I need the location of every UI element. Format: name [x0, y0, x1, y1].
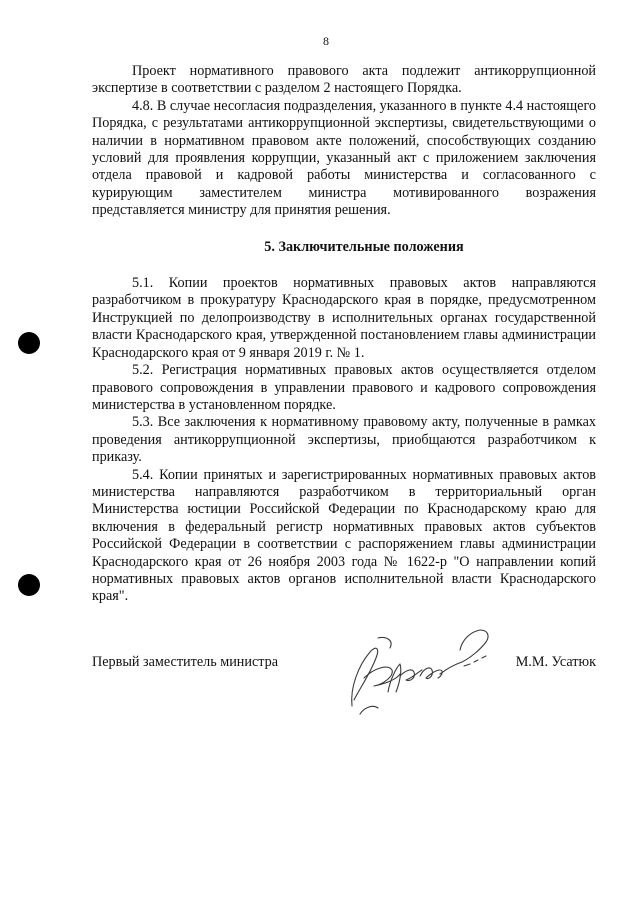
signer-name: М.М. Усатюк	[515, 654, 596, 670]
paragraph-5-1: 5.1. Копии проектов нормативных правовых актов направляются разработчиком в прокуратуру Краснодарского края в порядке, предусмотренном Инструкцией по делопроизводству в исполнительных органах государственной власти Краснодарского края, утвержденной постановлением главы администрации Краснодарского края от 9 января 2019 г. № 1.	[92, 275, 596, 361]
paragraph-5-3: 5.3. Все заключения к нормативному правовому акту, полученные в рамках проведения антикоррупционной экспертизы, приобщаются разработчиком к приказу.	[92, 414, 596, 466]
section-heading: 5. Заключительные положения	[264, 238, 464, 255]
paragraph-5-4: 5.4. Копии принятых и зарегистрированных нормативных правовых актов министерства направляются разработчиком в территориальный орган Министерства юстиции Российской Федерации по Краснодарскому краю для включения в федеральный регистр нормативных правовых актов субъектов Российской Федерации в соответствии с распоряжением главы администрации Краснодарского края от 26 ноября 2003 года № 1622-р "О направлении копий нормативных правовых актов органов исполнительной власти Краснодарского края".	[92, 466, 596, 605]
document-body	[92, 63, 596, 606]
page-number: 8	[323, 34, 329, 48]
punch-hole-icon	[18, 332, 40, 354]
paragraph-expertise-note: Проект нормативного правового акта подлежит антикоррупционной экспертизе в соответствии с разделом 2 настоящего Порядка.	[92, 63, 596, 97]
signer-title: Первый заместитель министра	[92, 654, 279, 670]
punch-hole-icon	[18, 574, 40, 596]
paragraph-5-2: 5.2. Регистрация нормативных правовых актов осуществляется отделом правового сопровождения в управлении правового и кадрового сопровождения министерства в установленном порядке.	[92, 362, 596, 413]
handwritten-signature-icon	[330, 618, 510, 718]
paragraph-4-8: 4.8. В случае несогласия подразделения, указанного в пункте 4.4 настоящего Порядка, с результатами антикоррупционной экспертизы, свидетельствующими о наличии в нормативном правовом акте положений, способствующих созданию условий для проявления коррупции, указанный акт с приложением заключения отдела правовой и кадровой работы министерства и согласованного с курирующим заместителем министра мотивированного возражения представляется министру для принятия решения.	[92, 97, 596, 219]
